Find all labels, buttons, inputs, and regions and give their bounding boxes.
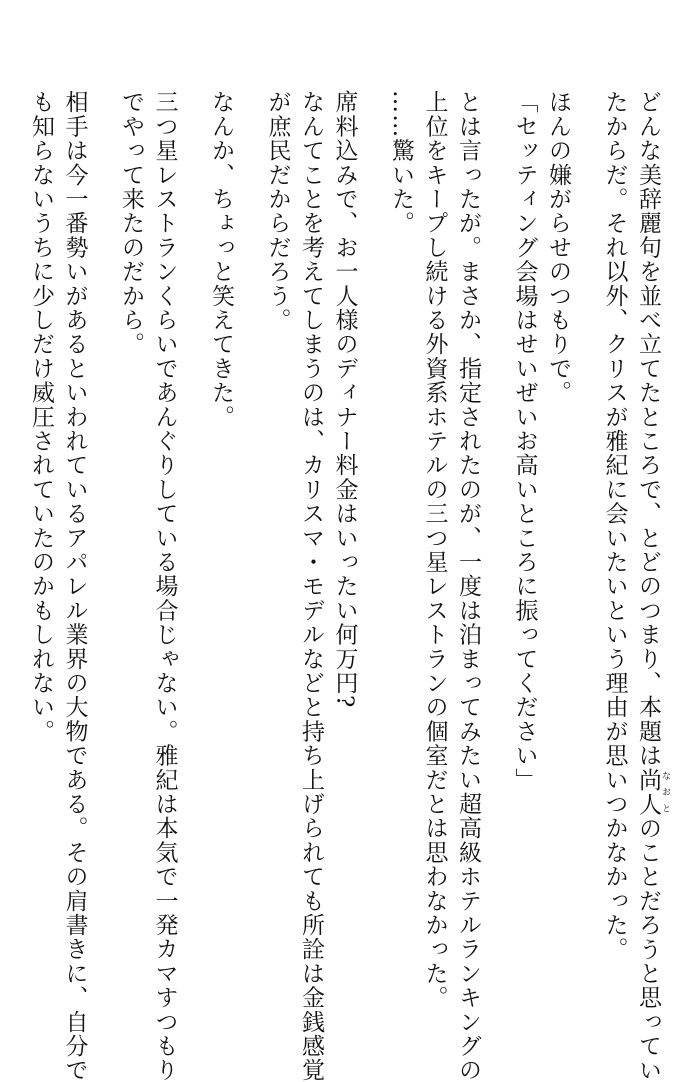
- ruby-annotation: [635, 767, 670, 817]
- text-line: [417, 90, 451, 1010]
- text-line: [147, 90, 204, 1082]
- text-segment: も知らないうちに少しだけ威圧されていたのかもしれない。: [28, 90, 54, 744]
- text-line: [294, 90, 328, 1082]
- ruby-base: 尚人: [635, 767, 661, 817]
- text-segment: なんか、ちょっと笑えてきた。: [208, 90, 234, 429]
- text-segment: 席料込みで、お一人様のディナー料金はいったい何万円?: [331, 90, 358, 709]
- text-line: [57, 90, 114, 1082]
- text-line: [631, 90, 671, 1082]
- text-segment: どんな美辞麗句を並べ立てたところで、とどのつまり、本題は: [635, 90, 661, 768]
- text-line: [260, 90, 294, 980]
- text-line: [24, 90, 58, 980]
- text-line: [597, 90, 631, 980]
- text-line: [541, 90, 598, 980]
- text-segment: 三つ星レストランくらいであんぐりしている場合じゃない。雅紀は本気で一発カマすつもり: [151, 90, 178, 1082]
- text-segment: のことだろうと思ってい: [635, 816, 661, 1082]
- text-segment: ……驚いた。: [388, 90, 414, 236]
- text-line: [327, 90, 384, 980]
- text-line: [114, 90, 148, 980]
- text-segment: ほんの嫌がらせのつもりで。: [545, 90, 571, 405]
- text-line: [204, 90, 261, 980]
- vertical-text-block: [28, 90, 670, 1082]
- text-segment: 上位をキープし続ける外資系ホテルの三つ星レストランの個室だとは思わなかった。: [421, 90, 448, 1010]
- text-line: [507, 90, 541, 980]
- text-segment: たからだ。それ以外、クリスが雅紀に会いたいという理由が思いつかなかった。: [601, 90, 628, 962]
- text-line: [384, 90, 418, 980]
- ruby-reading: なおと: [660, 767, 670, 817]
- text-line: [451, 90, 508, 1082]
- text-segment: とは言ったが。まさか、指定されたのが、一度は泊まってみたい超高級ホテルランキングの: [455, 90, 481, 1082]
- text-segment: でやって来たのだから。: [118, 90, 144, 357]
- text-segment: 「セッティング会場はせいぜいお高いところに振ってください」: [511, 90, 538, 792]
- text-segment: 相手は今一番勢いがあるといわれているアパレル業界の大物である。その肩書きに、自分で: [61, 90, 88, 1082]
- text-line: [0, 90, 24, 980]
- text-segment: なんてことを考えてしまうのは、カリスマ・モデルなどと持ち上げられても所詮は金銭感覚: [298, 90, 324, 1082]
- text-segment: が庶民だからだろう。: [264, 90, 291, 332]
